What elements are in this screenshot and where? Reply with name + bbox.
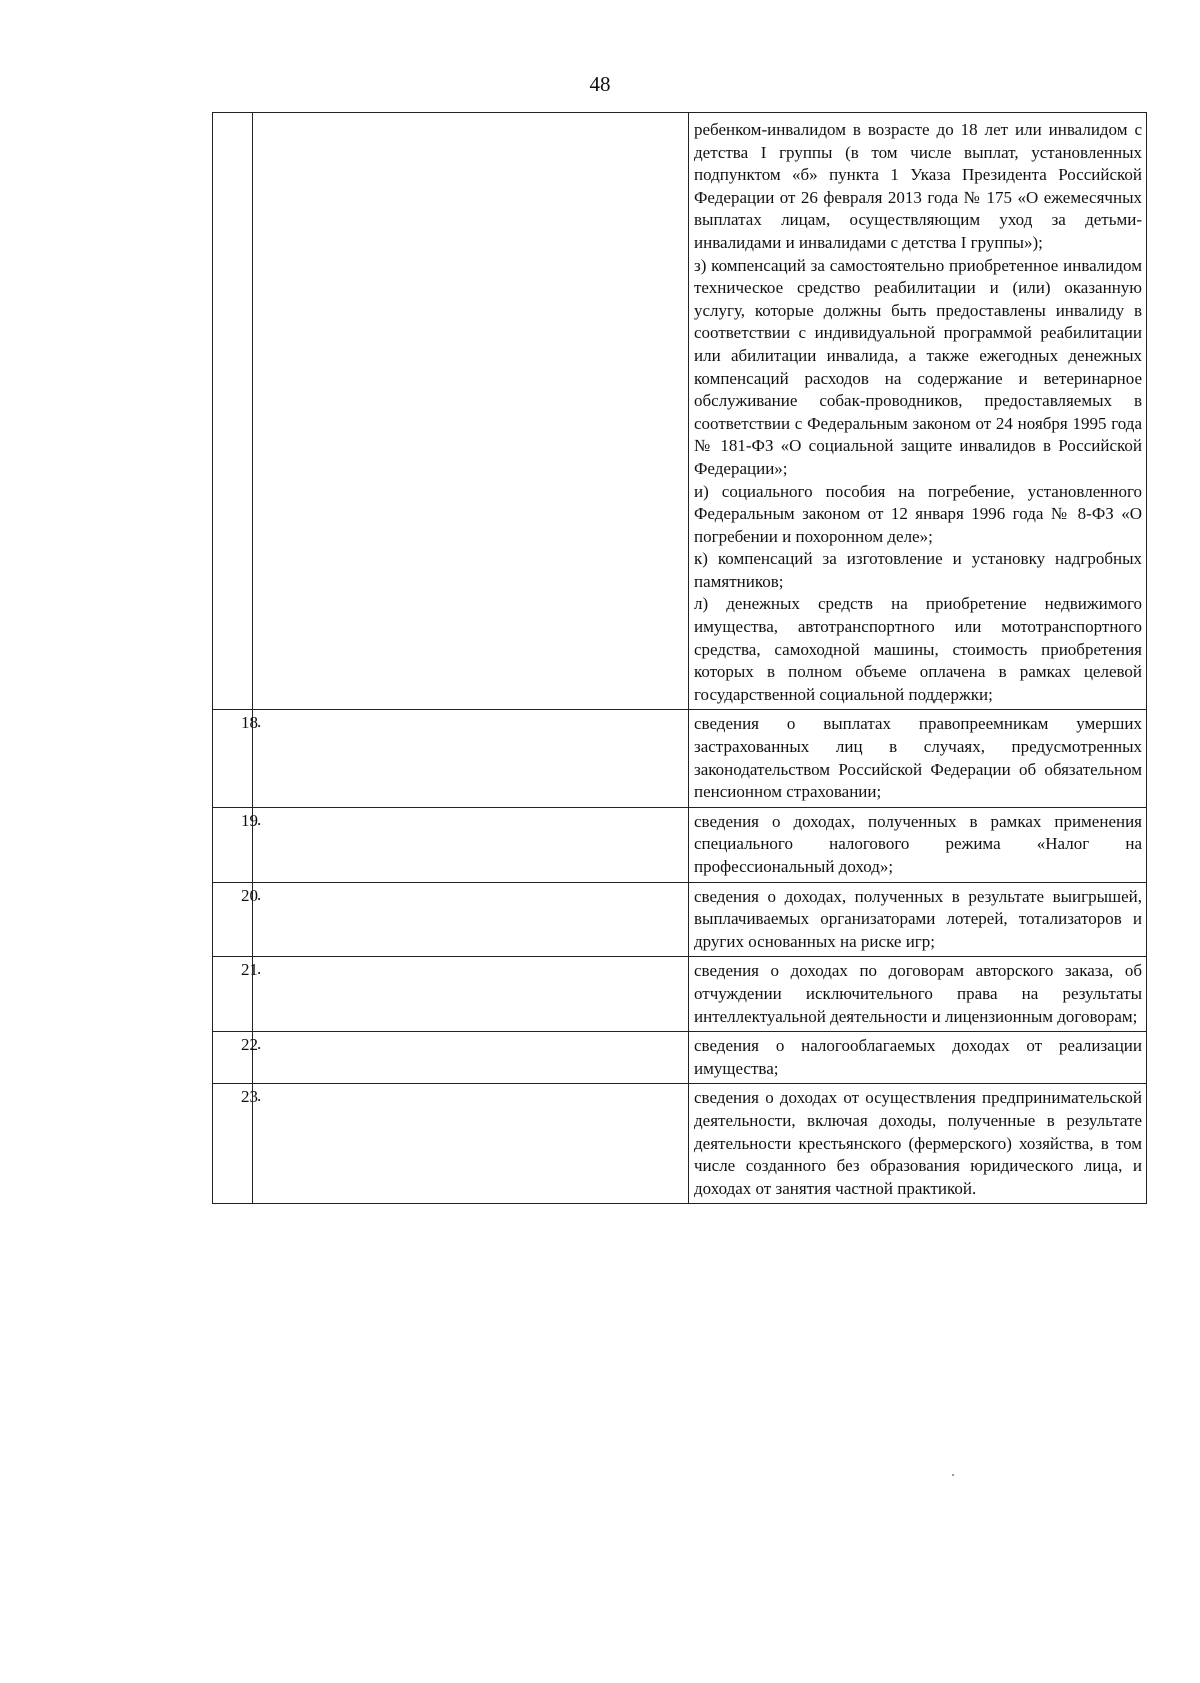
row-number: 18: [241, 713, 258, 733]
row-description-cell: [689, 710, 1147, 807]
row-number-dot: .: [257, 809, 262, 829]
row-number-cell: [213, 957, 258, 1032]
row-description-cell: [689, 1084, 1147, 1204]
table-row: [213, 807, 1147, 882]
row-name-cell: [253, 1032, 689, 1084]
description-paragraph: сведения о доходах от осуществления предпринимательской деятельности, включая доходы, полученные в результате деятельности крестьянского (фермерского) хозяйства, в том числе созданного без образования юридического лица, и доходах от занятия частной практикой.: [694, 1088, 1142, 1198]
table-row: [213, 882, 1147, 957]
table-row: [213, 113, 1147, 710]
row-number-cell: [213, 807, 258, 882]
row-name-cell: [253, 113, 689, 710]
row-number: 22: [241, 1035, 258, 1055]
table-row: [213, 1032, 1147, 1084]
row-number-cell: [213, 710, 258, 807]
row-number: 21: [241, 960, 258, 980]
row-name-cell: [253, 882, 689, 957]
row-description-cell: [689, 113, 1147, 710]
row-number-dot: .: [257, 884, 262, 904]
row-description-cell: [689, 807, 1147, 882]
description-paragraph: к) компенсаций за изготовление и установку надгробных памятников;: [694, 549, 1142, 591]
table-row: [213, 710, 1147, 807]
row-name-cell: [253, 957, 689, 1032]
row-name-cell: [253, 1084, 689, 1204]
row-description-cell: [689, 1032, 1147, 1084]
table-row: [213, 1084, 1147, 1204]
description-paragraph: и) социального пособия на погребение, установленного Федеральным законом от 12 января 1996 года № 8-ФЗ «О погребении и похоронном деле»;: [694, 481, 1142, 546]
row-number-dot: .: [257, 712, 262, 732]
row-description-cell: [689, 957, 1147, 1032]
row-number-dot: .: [257, 1034, 262, 1054]
description-paragraph: ребенком-инвалидом в возрасте до 18 лет или инвалидом с детства I группы (в том числе выплат, установленных подпунктом «б» пункта 1 Указа Президента Российской Федерации от 26 февраля 2013 года № 175 «О ежемесячных выплатах лицам, осуществляющим уход за детьми-инвалидами и инвалидами с детства I группы»);: [694, 120, 1142, 252]
row-number: 20: [241, 885, 258, 905]
row-number: 23: [241, 1087, 258, 1107]
row-number-cell: [213, 113, 253, 710]
scan-speck: [952, 1474, 954, 1476]
row-number-cell: [213, 882, 258, 957]
description-paragraph: сведения о доходах, полученных в рамках применения специального налогового режима «Налог на профессиональный доход»;: [694, 811, 1142, 876]
description-paragraph: сведения о доходах по договорам авторского заказа, об отчуждении исключительного права на результаты интеллектуальной деятельности и лицензионным договорам;: [694, 961, 1142, 1026]
income-sources-table: [212, 112, 1147, 1204]
row-number-cell: [213, 1084, 258, 1204]
table-row: [213, 957, 1147, 1032]
description-paragraph: л) денежных средств на приобретение недвижимого имущества, автотранспортного или мототранспортного средства, самоходной машины, стоимость приобретения которых в полном объеме оплачена в рамках целевой государственной социальной поддержки;: [694, 594, 1142, 704]
row-name-cell: [253, 807, 689, 882]
description-paragraph: сведения о выплатах правопреемникам умерших застрахованных лиц в случаях, предусмотренных законодательством Российской Федерации об обязательном пенсионном страховании;: [694, 714, 1142, 802]
description-paragraph: з) компенсаций за самостоятельно приобретенное инвалидом техническое средство реабилитации и (или) оказанную услугу, которые должны быть предоставлены инвалиду в соответствии с индивидуальной программой реабилитации или абилитации инвалида, а также ежегодных денежных компенсаций расходов на содержание и ветеринарное обслуживание собак-проводников, предоставляемых в соответствии с Федеральным законом от 24 ноября 1995 года № 181-ФЗ «О социальной защите инвалидов в Российской Федерации»;: [694, 255, 1142, 478]
row-number-cell: [213, 1032, 258, 1084]
row-description-cell: [689, 882, 1147, 957]
row-number: 19: [241, 810, 258, 830]
row-name-cell: [253, 710, 689, 807]
row-number-dot: .: [257, 1086, 262, 1106]
description-paragraph: сведения о налогооблагаемых доходах от реализации имущества;: [694, 1036, 1142, 1078]
row-number-dot: .: [257, 959, 262, 979]
description-paragraph: сведения о доходах, полученных в результате выигрышей, выплачиваемых организаторами лотерей, тотализаторов и других основанных на риске игр;: [694, 886, 1142, 951]
page-number: 48: [589, 72, 611, 96]
